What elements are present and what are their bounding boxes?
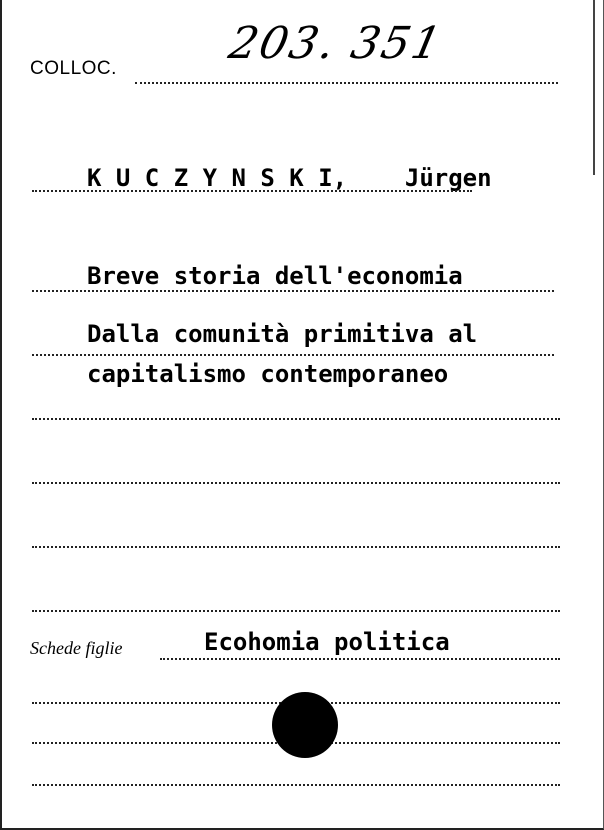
subtitle-dotted-line [32, 354, 554, 356]
colloc-label: COLLOC. [30, 58, 117, 79]
blank-dotted-line-4 [32, 610, 560, 612]
blank-dotted-line-7 [32, 784, 560, 786]
blank-dotted-line-3 [32, 546, 560, 548]
colloc-number: 203. 351 [224, 18, 448, 69]
subtitle-line-2: capitalismo contemporaneo [87, 360, 449, 388]
author-dotted-line [32, 190, 472, 192]
schede-figlie-label: Schede figlie [30, 638, 123, 658]
colloc-dotted-line [135, 82, 558, 84]
punch-hole [272, 692, 338, 758]
subject-heading: Ecohomia politica [204, 628, 450, 656]
subtitle-line-1: Dalla comunità primitiva al [87, 320, 478, 348]
subject-dotted-line [160, 658, 560, 660]
blank-dotted-line-1 [32, 418, 560, 420]
title-line: Breve storia dell'economia [87, 262, 463, 290]
card-edge-mark [593, 0, 595, 175]
blank-dotted-line-2 [32, 482, 560, 484]
title-dotted-line [32, 290, 554, 292]
author-name: K U C Z Y N S K I, Jürgen [87, 164, 492, 192]
